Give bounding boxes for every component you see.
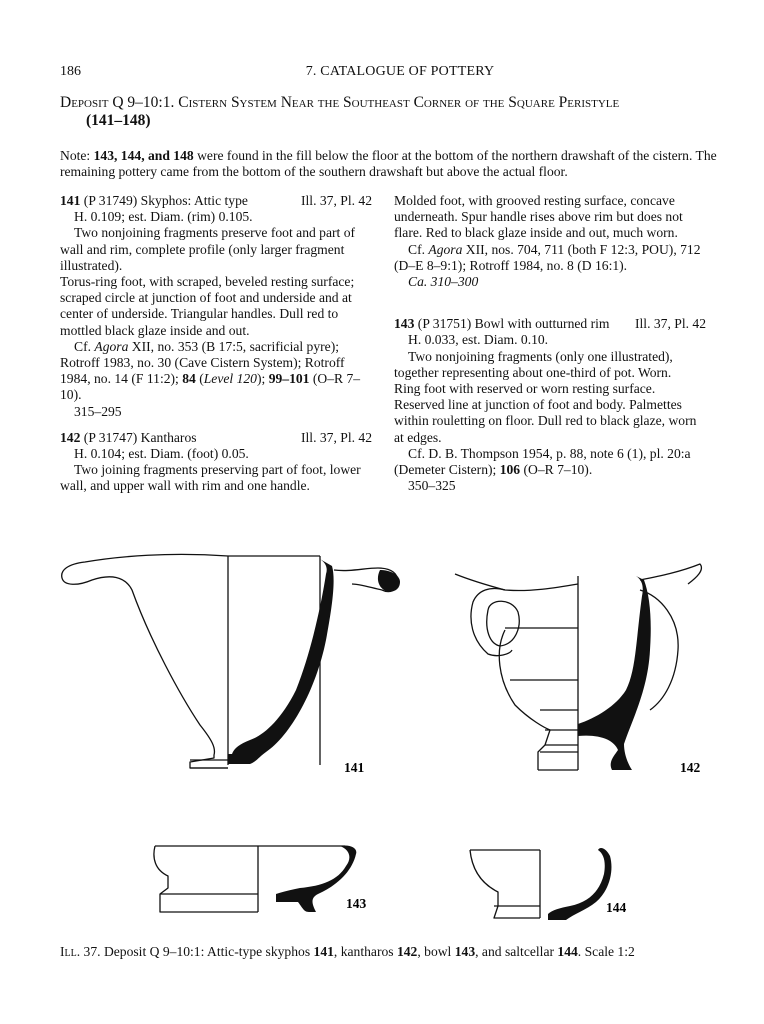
- saltcellar-144-section: [548, 848, 611, 920]
- cf-text: Cf.: [408, 241, 429, 257]
- left-column: [60, 193, 372, 495]
- cf-ref-106: 106: [499, 462, 521, 478]
- figure-label-144: 144: [606, 900, 627, 915]
- deposit-range: (141–148): [86, 112, 151, 129]
- entry-header: [394, 316, 706, 332]
- cf-text: Cf. D. B. Thompson 1954, p. 88, note 6 (1), pl. 20:a (Demeter Cistern);: [394, 445, 691, 478]
- entry-date: 315–295: [74, 403, 122, 419]
- entry-description: Torus-ring foot, with scraped, beveled resting surface; scraped circle at junction of foot and underside and at center of underside. Triangular handles. Dull red to mottled black glaze inside and out.: [60, 274, 355, 338]
- entry-142-continued: [394, 193, 706, 290]
- kantharos-142-section: [578, 576, 651, 770]
- entry-143: [394, 316, 706, 494]
- entry-reference: Ill. 37, Pl. 42: [301, 429, 372, 445]
- cf-text: (O–R 7–10).: [520, 462, 593, 478]
- caption-num-141: 141: [313, 944, 334, 959]
- note-ids: 143, 144, and 148: [93, 148, 194, 163]
- cf-agora: Agora: [428, 241, 463, 257]
- caption-num-144: 144: [557, 944, 578, 959]
- figure-label-143: 143: [346, 896, 367, 911]
- page-number: 186: [60, 64, 81, 79]
- bowl-143-section: [276, 845, 356, 912]
- note-prefix: Note:: [60, 148, 94, 163]
- caption-text: , bowl: [417, 944, 455, 959]
- caption-num-143: 143: [454, 944, 476, 959]
- entry-preservation: Two nonjoining fragments preserve foot and part of wall and rim, complete profile (only larger fragment illustrated).: [60, 225, 356, 273]
- entry-title: (P 31749) Skyphos: Attic type: [80, 193, 248, 208]
- entry-header: [60, 193, 372, 209]
- saltcellar-144-drawing: [470, 850, 540, 918]
- caption-text: , kantharos: [333, 944, 397, 959]
- deposit-title: Deposit Q 9–10:1. Cistern System Near the Southeast Corner of the Square Peristyle: [60, 94, 620, 111]
- cf-text: );: [256, 371, 269, 387]
- entry-dimensions: H. 0.109; est. Diam. (rim) 0.105.: [74, 209, 253, 225]
- cf-ref-99: 99–101: [268, 371, 310, 387]
- entry-preservation: Two joining fragments preserving part of foot, lower wall, and upper wall with rim and one handle.: [60, 462, 361, 494]
- cf-text: XII, no. 353 (B 17:5, sacrificial pyre); Rotroff 1983, no. 30 (Cave Cistern System); Rotroff 1984, no. 14 (F 11:2);: [60, 338, 345, 387]
- caption-num-142: 142: [396, 944, 418, 959]
- skyphos-141-drawing: [62, 554, 398, 768]
- entry-number: 141: [60, 193, 81, 208]
- entry-comparanda: [60, 339, 372, 404]
- entry-reference: Ill. 37, Pl. 42: [301, 193, 372, 208]
- caption-text: Deposit Q 9–10:1: Attic-type skyphos: [100, 944, 314, 959]
- entry-description: Molded foot, with grooved resting surface, concave underneath. Spur handle rises above rim but does not flare. Red to black glaze inside and out, much worn.: [394, 193, 683, 241]
- entry-comparanda: [394, 446, 706, 478]
- skyphos-141-handle: [378, 570, 400, 592]
- kantharos-142-drawing: [455, 564, 701, 770]
- pottery-profile-drawings: [0, 540, 764, 940]
- cf-agora: Agora: [94, 338, 129, 354]
- entry-number: 143: [394, 316, 415, 332]
- entry-header: [60, 430, 372, 446]
- caption-text: , and saltcellar: [475, 944, 558, 959]
- entry-dimensions: H. 0.033, est. Diam. 0.10.: [408, 332, 549, 348]
- cf-level: Level 120: [203, 371, 257, 387]
- right-column: [394, 193, 706, 494]
- entry-preservation: Two nonjoining fragments (only one illustrated), together representing about one-third of pot. Worn.: [394, 348, 673, 380]
- figure-caption: [60, 944, 720, 960]
- entry-date: [394, 274, 706, 290]
- note-text: were found in the fill below the floor at the bottom of the northern drawshaft of the cistern. The remaining pottery came from the bottom of the southern drawshaft but above the actual floor.: [60, 148, 717, 180]
- running-head: 7. CATALOGUE OF POTTERY: [305, 64, 495, 79]
- entry-date-text: Ca. 310–300: [408, 274, 479, 290]
- cf-text: (: [195, 371, 204, 387]
- figure-label-141: 141: [344, 760, 365, 775]
- deposit-heading: [60, 94, 710, 130]
- entry-date: 350–325: [408, 478, 456, 494]
- cf-text: (O–R 7–10).: [60, 371, 361, 403]
- cf-ref-84: 84: [182, 371, 196, 387]
- cf-text: XII, nos. 704, 711 (both F 12:3, POU), 712 (D–E 8–9:1); Rotroff 1984, no. 8 (D 16:1).: [394, 241, 701, 273]
- skyphos-141-section: [228, 558, 334, 764]
- entry-description: Ring foot with reserved or worn resting surface. Reserved line at junction of foot and body. Palmettes within rouletting on floor. Dull red to black glaze, worn at edges.: [394, 381, 697, 445]
- deposit-note: [60, 148, 720, 180]
- figure-label-142: 142: [680, 760, 701, 775]
- cf-text: Cf.: [74, 338, 95, 354]
- entry-141: [60, 193, 372, 420]
- entry-dimensions: H. 0.104; est. Diam. (foot) 0.05.: [74, 446, 249, 462]
- caption-text: . Scale 1:2: [577, 944, 635, 959]
- entry-reference: Ill. 37, Pl. 42: [635, 316, 706, 332]
- entry-title: (P 31747) Kantharos: [80, 429, 197, 445]
- caption-ill: Ill. 37.: [60, 944, 101, 959]
- entry-title: (P 31751) Bowl with outturned rim: [414, 316, 610, 332]
- bowl-143-drawing: [154, 846, 345, 912]
- entry-number: 142: [60, 429, 81, 445]
- entry-142: [60, 430, 372, 495]
- entry-comparanda: [394, 242, 706, 274]
